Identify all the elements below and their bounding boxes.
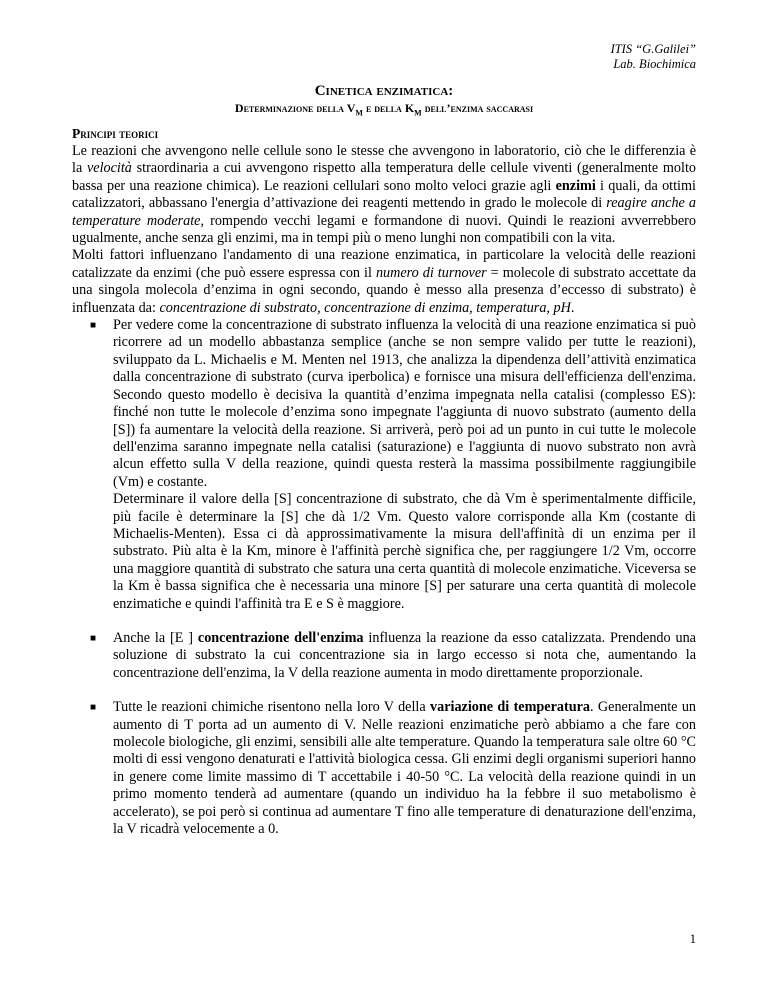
list-spacer	[72, 613, 696, 630]
title-main: Cinetica enzimatica:	[314, 83, 454, 99]
page-header	[611, 42, 696, 72]
temperature-paragraph: Tutte le reazioni chimiche risentono nella loro V della variazione di temperatura. Generalmente un aumento di T porta ad un aumento di V. Nelle reazioni enzimatiche però abbiamo a che fare con molecole biologiche, gli enzimi, sensibili alle alte temperature. Quando la temperatura sale oltre 60 °C molti di essi vengono denaturati e l'attività biologica cessa. Gli enzimi degli organismi superiori hanno in genere come limite massimo di T accettabile i 40-50 °C. La velocità della reazione quindi in un primo momento tenderà ad aumentare (quando un individuo ha la febbre il suo metabolismo è accelerato), se poi però si continua ad aumentare T fino alle temperature di denaturazione dell'enzima, la V ricadrà velocemente a 0.	[113, 699, 697, 838]
list-item-substrate	[72, 317, 696, 613]
intro-paragraph: Le reazioni che avvengono nelle cellule sono le stesse che avvengono in laboratorio, ciò che le differenzia è la velocità straordinaria a cui avvengono rispetto alla temperatura delle cellule viventi (generalmente molto bassa per una reazione chimica). Le reazioni cellulari sono molto veloci grazie agli enzimi i quali, da ottimi catalizzatori, abbassano l'energia d’attivazione dei reagenti mettendo in grado le molecole di reagire anche a temperature moderate, rompendo vecchi legami e formandone di nuovi. Quindi le reazioni avverrebbero ugualmente, anche senza gli enzimi, ma in tempi più o meno lunghi non compatibili con la vita.	[72, 143, 696, 247]
enzyme-paragraph: Anche la [E ] concentrazione dell'enzima influenza la reazione da esso catalizzata. Prendendo una soluzione di substrato la cui concentrazione sia in largo eccesso si nota che, aumentando la concentrazione dell'enzima, la V della reazione aumenta in modo direttamente proporzionale.	[113, 629, 696, 681]
document-title	[0, 82, 768, 120]
header-school: ITIS “G.Galilei”	[610, 42, 696, 56]
bullet-square-icon: ■	[90, 320, 97, 332]
list-item-temperature	[72, 699, 696, 838]
factors-paragraph: Molti fattori influenzano l'andamento di una reazione enzimatica, in particolare la velocità delle reazioni catalizzate da enzimi (che può essere espressa con il numero di turnover = molecole di substrato accettate da una singola molecola d’enzima in ogni secondo, quando è messo alla presenza d’eccesso di substrato) è influenzata da: concentrazione di substrato, concentrazione di enzima, temperatura, pH.	[72, 247, 696, 316]
page-number: 1	[689, 932, 696, 946]
bullet-square-icon: ■	[90, 632, 97, 644]
header-lab: Lab. Biochimica	[613, 57, 696, 71]
substrate-paragraph-1: Per vedere come la concentrazione di substrato influenza la velocità di una reazione enzimatica si può ricorrere ad un modello abbastanza semplice (anche se non sempre valido per tutte le reazioni), sviluppato da L. Michaelis e M. Menten nel 1913, che analizza la dipendenza dell’attività enzimatica dalla concentrazione di substrato (curva iperbolica) e fornisce una misura dell'efficienza dell'enzima. Secondo questo modello è decisiva la quantità d’enzima impegnata nella catalisi (complesso ES): finché non tutte le molecole d’enzima sono impegnate l'aggiunta di nuovo substrato (aumento della [S]) fa aumentare la velocità della reazione. Si arriverà, però poi ad un punto in cui tutte le molecole dell'enzima saranno impegnate nella catalisi (saturazione) e l'aggiunta di nuovo substrato non avrà alcun effetto sulla V della reazione, quindi questa resterà la massima possibilmente raggiungibile (Vm) e costante.	[113, 317, 696, 490]
list-item-enzyme	[72, 630, 696, 682]
factors-list	[72, 317, 696, 838]
section-heading: Principi teorici	[72, 126, 159, 141]
document-body	[72, 125, 696, 838]
bullet-square-icon: ■	[90, 702, 97, 714]
substrate-paragraph-2: Determinare il valore della [S] concentrazione di substrato, che dà Vm è sperimentalmente difficile, più facile è determinare la [S] che dà 1/2 Vm. Questo valore corrisponde alla Km (costante di Michaelis-Menten). Essa ci dà approssimativamente la misura dell'affinità di un enzima per il substrato. Più alta è la Km, minore è l'affinità perchè significa che, per raggiungere 1/2 Vm, occorre una maggiore quantità di substrato che satura una certa quantità di molecole enzimatiche. Viceversa se la Km è bassa significa che è necessaria una minore [S] per saturare una certa quantità di molecole enzimatiche e quindi l'affinità tra E e S è maggiore.	[113, 491, 696, 612]
title-subtitle: Determinazione della $V_M$ e della $K_M$ dell’enzima saccarasi	[234, 101, 534, 118]
list-spacer	[72, 682, 696, 699]
